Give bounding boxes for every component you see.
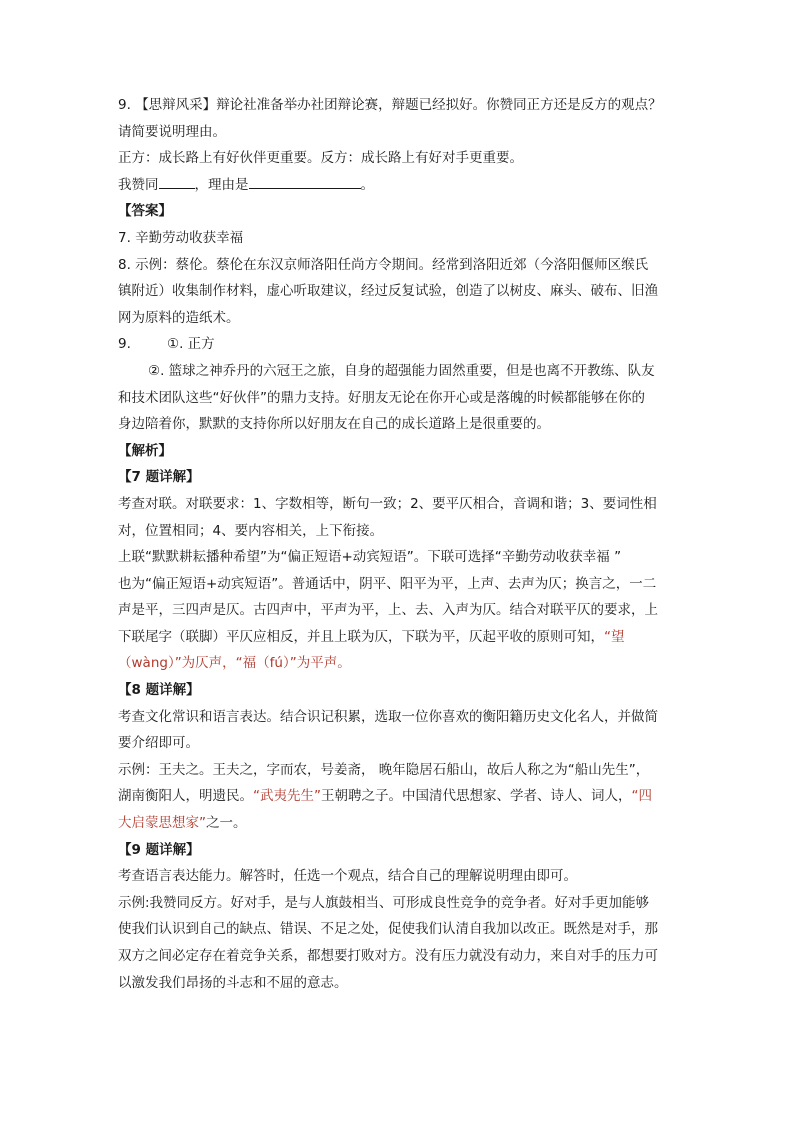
analysis-8-line-5 [118, 810, 684, 837]
question-number: 9. [118, 97, 131, 113]
analysis-9-line-4: 双方之间必定存在着竞争关系，都想要打败对方。没有压力就没有动力，来自对手的压力可 [118, 948, 658, 964]
analysis-7-title: 【7 题详解】 [118, 469, 200, 486]
answer-8-line-2: 镇附近）收集制作材料，虚心听取建议，经过反复试验，创造了以树皮、麻头、破布、旧渔 [118, 283, 658, 300]
analysis-8-highlight-2: “四 [631, 788, 652, 805]
analysis-7-line-3: 上联“默默耕耘播种希望”为“偏正短语+动宾短语”。下联可选择“辛勤劳动收获幸福 ” [118, 549, 622, 566]
answer-9-number: 9. [118, 336, 131, 353]
question-tag: 【思辩风采】 [135, 97, 217, 113]
analysis-7-line-1: 考查对联。对联要求：1、字数相等，断句一致；2、要平仄相合，音调和谐；3、要词性相 [118, 495, 657, 512]
analysis-8-line-4-text-b: 王朝聘之子。中国清代思想家、学者、诗人、词人， [321, 788, 632, 805]
analysis-7-line-5: 声是平，三四声是仄。古四声中，平声为平，上、去、入声为仄。结合对联平仄的要求，上 [118, 602, 658, 619]
answer-9-part-2: ②. 篮球之神乔丹的六冠王之旅，自身的超强能力固然重要，但是也离不开教练、队友 [148, 362, 655, 379]
analysis-8-line-4-text-a: 湖南衡阳人，明遗民。 [118, 788, 253, 805]
question-9-line-3: 正方：成长路上有好伙伴更重要。反方：成长路上有好对手更重要。 [118, 150, 523, 167]
analysis-8-highlight-3: 大启蒙思想家” [118, 815, 206, 832]
fill-in-prefix: 我赞同 [118, 176, 159, 193]
analysis-9-line-5: 以激发我们昂扬的斗志和不屈的意志。 [118, 974, 348, 991]
answer-8-line-1: 8. 示例：蔡伦。蔡伦在东汉京师洛阳任尚方令期间。经常到洛阳近郊（今洛阳偃师区缑氏 [118, 256, 649, 273]
question-9-line-1 [118, 92, 684, 119]
question-text: 辩论社准备举办社团辩论赛，辩题已经拟好。你赞同正方还是反方的观点？ [216, 97, 662, 113]
analysis-8-title: 【8 题详解】 [118, 682, 200, 699]
analysis-9-line-3: 使我们认识到自己的缺点、错误、不足之处，促使我们认清自我加以改正。既然是对手，那 [118, 921, 658, 938]
analysis-7-line-2: 对，位置相同；4、要内容相关，上下衔接。 [118, 522, 384, 539]
answer-8-line-3: 网为原料的造纸术。 [118, 309, 240, 326]
answer-9-part-1: ①. 正方 [167, 336, 215, 353]
document-content [118, 92, 684, 996]
answer-9-line-4: 身边陪着你，默默的支持你所以好朋友在自己的成长道路上是很重要的。 [118, 416, 550, 433]
analysis-7-line-4: 也为“偏正短语+动宾短语”。普通话中，阴平、阳平为平，上声、去声为仄；换言之，一二 [118, 575, 657, 592]
analysis-8-line-3: 示例：王夫之。王夫之，字而农，号姜斋， 晚年隐居石船山，故后人称之为“船山先生”， [118, 761, 650, 778]
analysis-7-line-6 [118, 624, 684, 651]
answer-7: 7. 辛勤劳动收获幸福 [118, 229, 244, 246]
analysis-8-line-4 [118, 783, 684, 810]
fill-in-suffix: 。 [360, 176, 374, 193]
fill-in-middle: ，理由是 [194, 176, 249, 193]
analysis-8-highlight-1: “武夷先生” [253, 788, 321, 805]
analysis-8-line-5-text: 之一。 [206, 815, 247, 832]
analysis-7-line-7: （wàng）”为仄声，“福（fú）”为平声。 [118, 655, 351, 672]
analysis-7-line-6-text: 下联尾字（联脚）平仄应相反，并且上联为仄，下联为平，仄起平收的原则可知， [118, 628, 604, 645]
question-9-line-4 [118, 172, 684, 199]
analysis-8-line-2: 要介绍即可。 [118, 735, 199, 752]
analysis-heading: 【解析】 [118, 442, 172, 459]
question-9-line-2: 请简要说明理由。 [118, 123, 226, 140]
answer-blank-side[interactable] [159, 174, 195, 189]
answer-blank-reason[interactable] [249, 174, 361, 189]
answer-heading: 【答案】 [118, 203, 172, 220]
analysis-9-line-2: 示例:我赞同反方。好对手，是与人旗鼓相当、可形成良性竞争的竞争者。好对手更加能够 [118, 894, 650, 911]
answer-9-line-2 [118, 358, 684, 385]
analysis-9-line-1: 考查语言表达能力。解答时，任选一个观点，结合自己的理解说明理由即可。 [118, 868, 577, 885]
answer-9-line-3: 和技术团队这些“好伙伴”的鼎力支持。好朋友无论在你开心或是落魄的时候都能够在你的 [118, 389, 645, 406]
analysis-9-title: 【9 题详解】 [118, 841, 200, 858]
analysis-8-line-1: 考查文化常识和语言表达。结合识记积累，选取一位你喜欢的衡阳籍历史文化名人，并做简 [118, 708, 658, 725]
answer-9-line-1 [118, 331, 684, 358]
analysis-7-highlight: “望 [604, 628, 625, 645]
